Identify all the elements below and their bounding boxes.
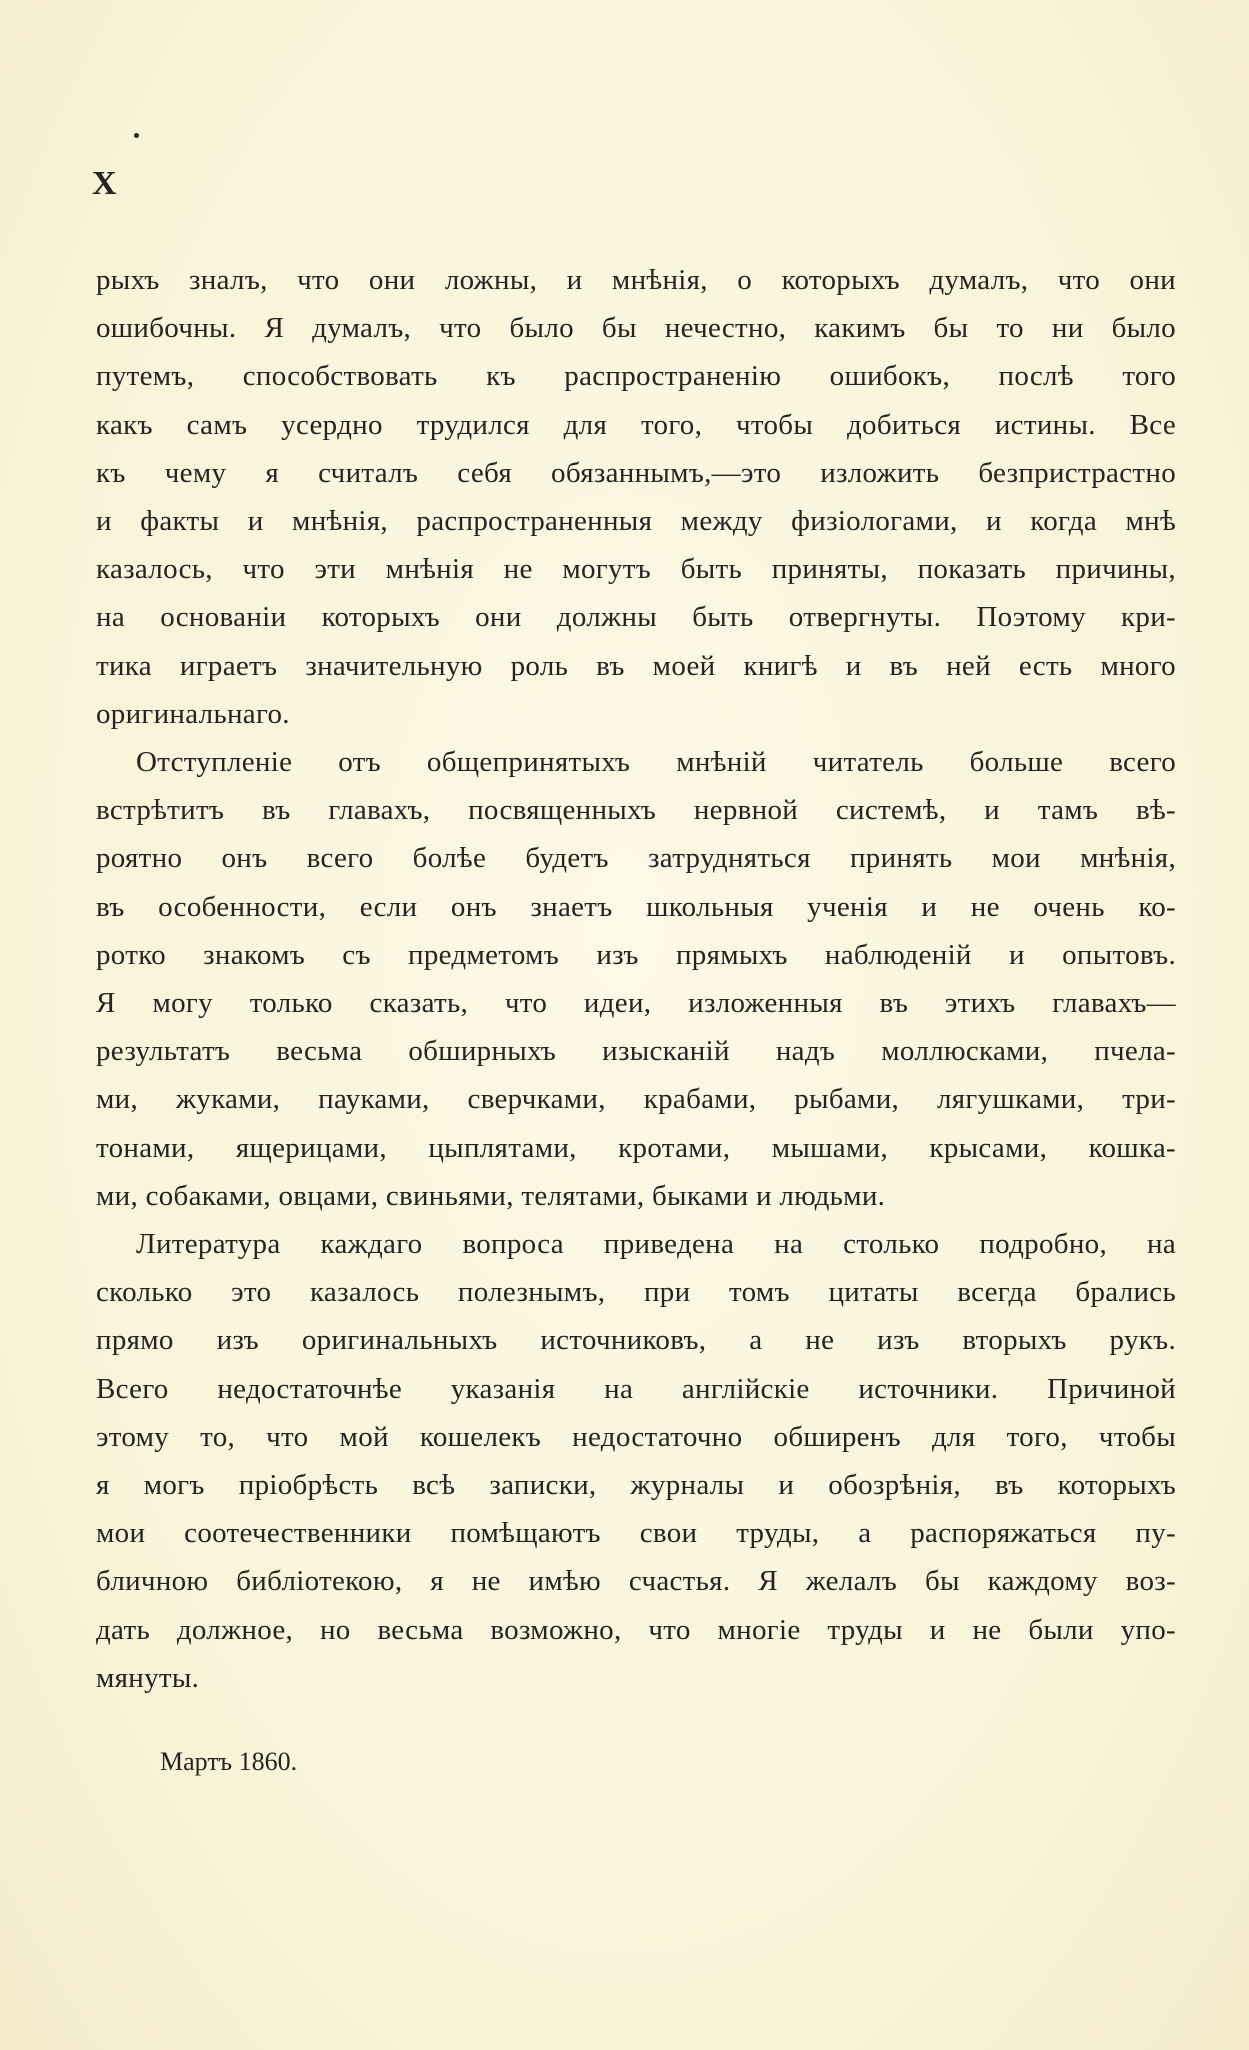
text-line: и факты и мнѣнія, распространенныя между физіологами, и когда мнѣ <box>96 505 1176 538</box>
ink-speck <box>134 133 139 138</box>
text-line: къ чему я считалъ себя обязаннымъ,—это изложить безпристрастно <box>96 456 1176 489</box>
date-signature: Мартъ 1860. <box>160 1747 298 1776</box>
text-line: роятно онъ всего болѣе будетъ затрудняться принять мои мнѣнія, <box>96 842 1176 875</box>
text-line: Литература каждаго вопроса приведена на столько подробно, на <box>136 1228 1176 1261</box>
text-line: путемъ, способствовать къ распространенію ошибокъ, послѣ того <box>96 360 1176 393</box>
paragraph <box>96 1220 1176 1702</box>
text-line: этому то, что мой кошелекъ недостаточно обширенъ для того, чтобы <box>96 1420 1176 1453</box>
text-line: бличною библіотекою, я не имѣю счастья. Я желалъ бы каждому воз- <box>96 1565 1176 1598</box>
text-line: ошибочны. Я думалъ, что было бы нечестно, какимъ бы то ни было <box>96 312 1176 345</box>
text-line: мянуты. <box>96 1661 200 1694</box>
paragraph <box>96 256 1176 738</box>
text-line: въ особенности, если онъ знаетъ школьныя ученія и не очень ко- <box>96 890 1176 923</box>
text-line: прямо изъ оригинальныхъ источниковъ, а не изъ вторыхъ рукъ. <box>96 1324 1176 1357</box>
text-line: результатъ весьма обширныхъ изысканій надъ моллюсками, пчела- <box>96 1035 1176 1068</box>
text-line: тика играетъ значительную роль въ моей книгѣ и въ ней есть много <box>96 649 1176 682</box>
text-line: рыхъ зналъ, что они ложны, и мнѣнія, о которыхъ думалъ, что они <box>96 264 1176 296</box>
text-line: какъ самъ усердно трудился для того, чтобы добиться истины. Все <box>96 408 1176 441</box>
text-line: Я могу только сказать, что идеи, изложенныя въ этихъ главахъ— <box>96 987 1176 1020</box>
text-line: встрѣтитъ въ главахъ, посвященныхъ нервной системѣ, и тамъ вѣ- <box>96 794 1176 827</box>
paragraph <box>96 738 1176 1220</box>
text-line: я могъ пріобрѣсть всѣ записки, журналы и обозрѣнія, въ которыхъ <box>96 1469 1176 1502</box>
text-line: тонами, ящерицами, цыплятами, кротами, мышами, крысами, кошка- <box>96 1131 1176 1164</box>
text-line: на основаніи которыхъ они должны быть отвергнуты. Поэтому кри- <box>96 601 1176 634</box>
text-line: дать должное, но весьма возможно, что многіе труды и не были упо- <box>96 1613 1176 1646</box>
body-text <box>96 256 1176 1702</box>
text-line: ротко знакомъ съ предметомъ изъ прямыхъ наблюденій и опытовъ. <box>96 938 1176 971</box>
text-line: ми, собаками, овцами, свиньями, телятами, быками и людьми. <box>96 1179 886 1212</box>
text-line: мои соотечественники помѣщаютъ свои труды, а распоряжаться пу- <box>96 1517 1176 1550</box>
text-line: казалось, что эти мнѣнія не могутъ быть приняты, показать причины, <box>96 553 1176 586</box>
text-line: оригинальнаго. <box>96 697 290 730</box>
text-line: ми, жуками, пауками, сверчками, крабами, рыбами, лягушками, три- <box>96 1083 1176 1116</box>
page-number: X <box>92 165 117 202</box>
text-line: сколько это казалось полезнымъ, при томъ цитаты всегда брались <box>96 1276 1176 1309</box>
text-line: Отступленіе отъ общепринятыхъ мнѣній читатель больше всего <box>136 746 1176 779</box>
text-line: Всего недостаточнѣе указанія на англійскіе источники. Причиной <box>96 1372 1176 1405</box>
